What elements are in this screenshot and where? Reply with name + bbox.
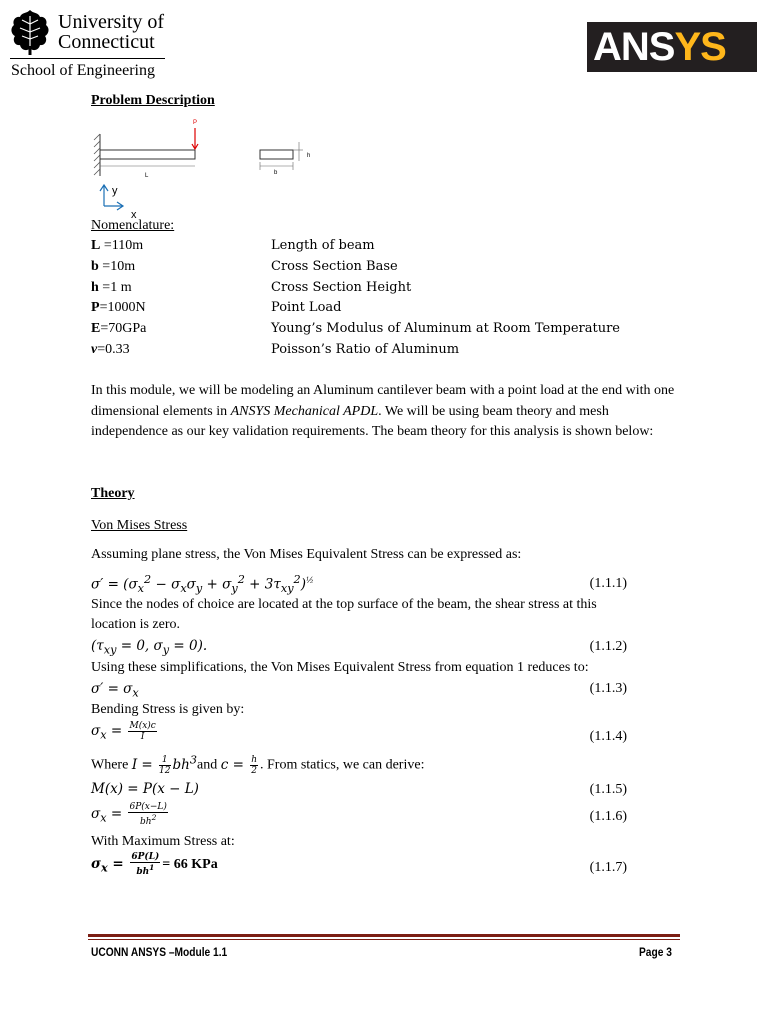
- eq-number: (1.1.6): [589, 809, 627, 824]
- eq-number: (1.1.2): [589, 639, 627, 654]
- problem-heading: Problem Description: [91, 93, 215, 108]
- equation-1-1-4: $\sigma_x$ = $\frac{M(x)c}{I}$: [91, 721, 156, 742]
- eq-number: (1.1.4): [589, 729, 627, 744]
- intro-paragraph: In this module, we will be modeling an Aluminum cantilever beam with a point load at the end with one dimensional elements in ANSYS Mechanical APDL. We will be using beam theory and mesh independence as our key validation requirements. The beam theory for this analysis is shown below:: [91, 383, 675, 439]
- nomenclature-row: P=1000N Point Load: [91, 300, 342, 315]
- text-max-stress: With Maximum Stress at:: [91, 834, 235, 849]
- eq-number: (1.1.7): [589, 860, 627, 875]
- nomenclature-row: E=70GPa Young’s Modulus of Aluminum at Room Temperature: [91, 321, 621, 336]
- beam-diagram: [92, 116, 332, 222]
- y-axis-label: y: [112, 185, 118, 197]
- ansys-logo: ANSYS: [587, 22, 757, 72]
- equation-1-1-3: $\sigma' = \sigma_x$: [91, 681, 139, 700]
- uconn-oak-leaf-logo: [8, 8, 52, 56]
- equation-1-1-5: M(x) = P(x − L): [91, 781, 199, 797]
- footer-module: UCONN ANSYS –Module 1.1: [91, 945, 228, 959]
- page-number: Page 3: [639, 945, 672, 959]
- nomenclature-row: b =10m Cross Section Base: [91, 259, 398, 274]
- footer-rule: [88, 934, 680, 937]
- text-simplifications: Using these simplifications, the Von Mises Equivalent Stress from equation 1 reduces to:: [91, 660, 589, 675]
- university-name-line1: University of: [58, 11, 165, 33]
- text-shear-zero-a: Since the nodes of choice are located at the top surface of the beam, the shear stress at this: [91, 597, 597, 612]
- school-name: School of Engineering: [11, 62, 155, 79]
- nomenclature-heading: Nomenclature:: [91, 218, 175, 233]
- university-name-line2: Connecticut: [58, 31, 155, 53]
- nomenclature-row: v=0.33 Poisson’s Ratio of Aluminum: [91, 342, 460, 357]
- equation-1-1-2: ($\tau_{xy} = 0$, $\sigma_y = 0$).: [91, 638, 208, 657]
- equation-1-1-6: $\sigma_x$ = $\frac{6P(x-L)}{bh^2}$: [91, 802, 167, 827]
- eq-number: (1.1.3): [589, 681, 627, 696]
- text-bending-stress: Bending Stress is given by:: [91, 702, 245, 717]
- load-label: P: [193, 120, 198, 126]
- nomenclature-row: L =110m Length of beam: [91, 238, 375, 253]
- nomenclature-row: h =1 m Cross Section Height: [91, 280, 412, 295]
- logo-divider: [10, 58, 165, 59]
- eq-number: (1.1.5): [589, 782, 627, 797]
- height-label: h: [307, 153, 311, 159]
- equation-1-1-7: $\sigma_x$ = $\frac{6P(L)}{bh^1}$ = 66 KPa: [91, 852, 218, 877]
- eq-number: (1.1.1): [589, 576, 627, 591]
- text-shear-zero-b: location is zero.: [91, 617, 181, 632]
- equation-1-1-1: $\sigma' = (\sigma_x^2 - \sigma_x\sigma_y + \sigma_y^2 + 3\tau_{xy}^2)^{\frac{1}{2}}$: [91, 573, 314, 596]
- footer-rule-thin: [88, 939, 680, 940]
- base-label: b: [274, 170, 278, 176]
- von-mises-subheading: Von Mises Stress: [91, 518, 188, 533]
- length-label: L: [145, 173, 149, 179]
- x-axis-label: x: [131, 209, 137, 221]
- text-where: Where I = $\frac{1}{12}$ $bh^3and$ c = $\frac{h}{2}$ . From statics, we can derive:: [91, 753, 425, 776]
- text-plane-stress: Assuming plane stress, the Von Mises Equivalent Stress can be expressed as:: [91, 547, 522, 562]
- theory-heading: Theory: [91, 486, 135, 501]
